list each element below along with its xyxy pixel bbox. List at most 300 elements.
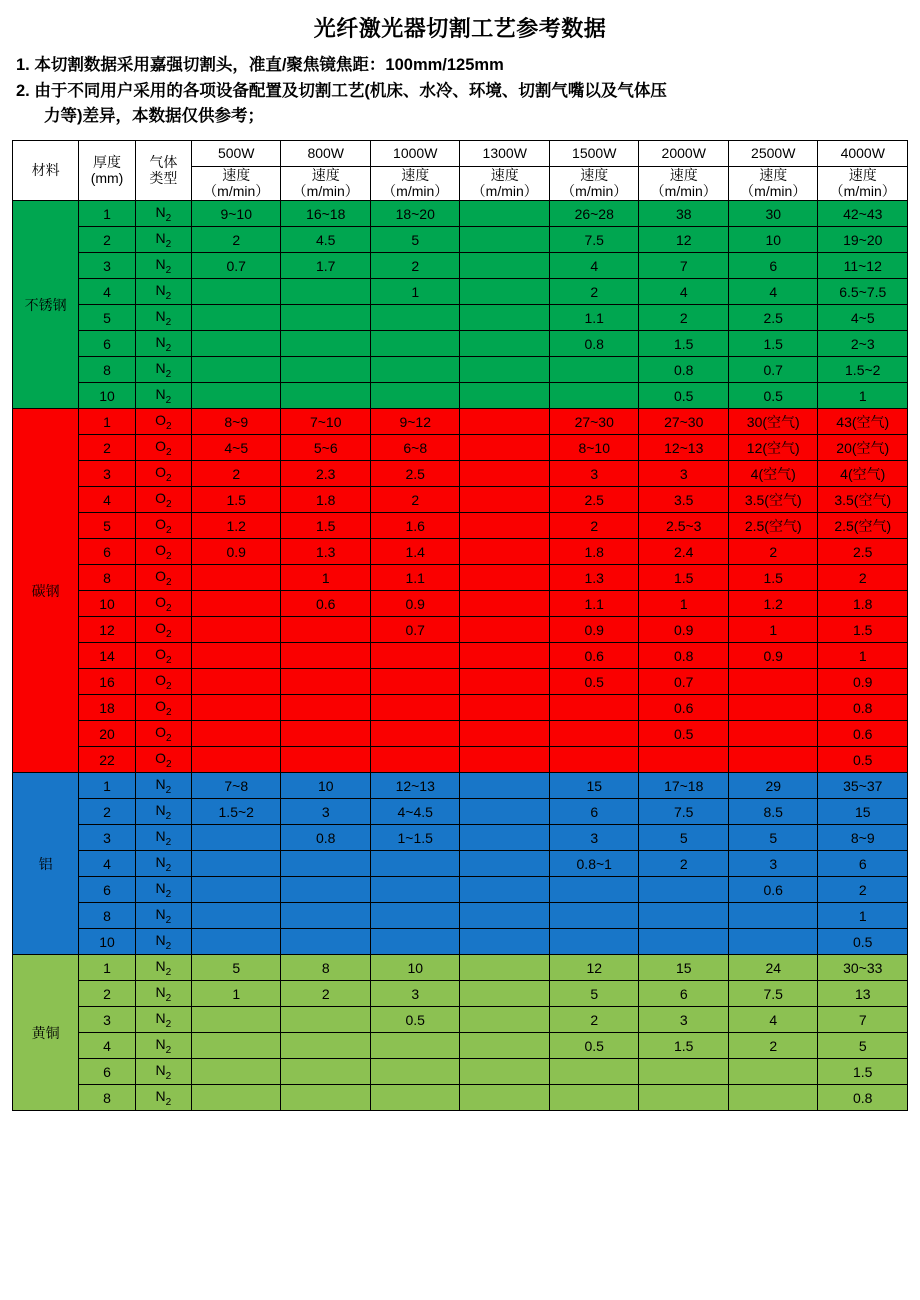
thickness-cell: 5 xyxy=(79,305,135,331)
gas-cell: $O_2$ xyxy=(135,461,191,487)
speed-cell: 2.5~3 xyxy=(639,513,729,539)
table-header xyxy=(13,140,908,201)
speed-cell: 35~37 xyxy=(818,773,908,799)
table-row xyxy=(13,331,908,357)
header-speed-1000w xyxy=(370,166,460,201)
speed-cell: 10 xyxy=(370,955,460,981)
speed-cell xyxy=(281,851,371,877)
thickness-cell: 1 xyxy=(79,409,135,435)
speed-cell: 2 xyxy=(728,539,818,565)
speed-cell xyxy=(281,1059,371,1085)
table-row xyxy=(13,253,908,279)
table-row xyxy=(13,227,908,253)
page-title: 光纤激光器切割工艺参考数据 xyxy=(313,16,607,41)
thickness-cell: 6 xyxy=(79,877,135,903)
speed-cell: 7 xyxy=(639,253,729,279)
speed-cell xyxy=(639,903,729,929)
header-thickness-line2: (mm) xyxy=(90,170,124,187)
thickness-cell: 8 xyxy=(79,903,135,929)
table-row xyxy=(13,1085,908,1111)
speed-cell xyxy=(370,331,460,357)
speed-cell xyxy=(281,721,371,747)
speed-cell xyxy=(460,851,550,877)
table-row xyxy=(13,435,908,461)
speed-cell: 2.5 xyxy=(549,487,639,513)
speed-cell: 2.4 xyxy=(639,539,729,565)
speed-cell xyxy=(370,695,460,721)
speed-cell: 1.5 xyxy=(639,1033,729,1059)
speed-label: 速度 xyxy=(401,166,430,183)
speed-cell xyxy=(281,279,371,305)
speed-cell: 7.5 xyxy=(549,227,639,253)
speed-cell: 0.5 xyxy=(639,383,729,409)
speed-cell xyxy=(191,929,281,955)
speed-cell: 4~4.5 xyxy=(370,799,460,825)
speed-cell xyxy=(191,1085,281,1111)
speed-cell: 2 xyxy=(549,513,639,539)
speed-unit: （m/min） xyxy=(650,183,717,200)
header-power-1300w: 1300W xyxy=(460,140,550,166)
table-row xyxy=(13,903,908,929)
header-speed-800w xyxy=(281,166,371,201)
speed-cell xyxy=(728,1085,818,1111)
thickness-cell: 1 xyxy=(79,955,135,981)
gas-cell: $N_2$ xyxy=(135,929,191,955)
gas-cell: $O_2$ xyxy=(135,617,191,643)
gas-cell: $N_2$ xyxy=(135,305,191,331)
speed-cell: 3.5(空气) xyxy=(728,487,818,513)
speed-cell: 5 xyxy=(728,825,818,851)
table-row xyxy=(13,305,908,331)
speed-cell: 1.4 xyxy=(370,539,460,565)
note-line-1: 1. 本切割数据采用嘉强切割头，准直/聚焦镜焦距：100mm/125mm xyxy=(16,56,504,74)
speed-cell: 1 xyxy=(639,591,729,617)
table-row xyxy=(13,279,908,305)
gas-cell: $N_2$ xyxy=(135,279,191,305)
gas-cell: $N_2$ xyxy=(135,331,191,357)
speed-cell xyxy=(460,331,550,357)
speed-cell: 2 xyxy=(191,227,281,253)
speed-unit: （m/min） xyxy=(471,183,538,200)
speed-cell: 2 xyxy=(549,279,639,305)
speed-cell: 3 xyxy=(370,981,460,1007)
speed-cell: 1 xyxy=(281,565,371,591)
speed-cell: 42~43 xyxy=(818,201,908,227)
thickness-cell: 3 xyxy=(79,825,135,851)
table-row xyxy=(13,461,908,487)
speed-cell: 1 xyxy=(818,383,908,409)
speed-cell: 0.9 xyxy=(728,643,818,669)
speed-cell: 3.5(空气) xyxy=(818,487,908,513)
speed-cell xyxy=(460,201,550,227)
header-power-1000w: 1000W xyxy=(370,140,460,166)
speed-cell: 5 xyxy=(370,227,460,253)
note-line-3: 力等)差异，本数据仅供参考； xyxy=(44,107,264,126)
gas-cell: $O_2$ xyxy=(135,565,191,591)
speed-cell xyxy=(460,721,550,747)
gas-cell: $N_2$ xyxy=(135,903,191,929)
speed-cell: 1.5 xyxy=(728,331,818,357)
table-row xyxy=(13,617,908,643)
thickness-cell: 10 xyxy=(79,929,135,955)
speed-cell: 1~1.5 xyxy=(370,825,460,851)
table-row xyxy=(13,877,908,903)
speed-cell: 0.5 xyxy=(639,721,729,747)
speed-cell: 27~30 xyxy=(639,409,729,435)
table-row xyxy=(13,747,908,773)
speed-cell xyxy=(281,695,371,721)
speed-cell xyxy=(281,1007,371,1033)
speed-cell: 1.5~2 xyxy=(818,357,908,383)
speed-cell xyxy=(460,1007,550,1033)
speed-cell: 3 xyxy=(728,851,818,877)
speed-cell: 11~12 xyxy=(818,253,908,279)
gas-cell: $O_2$ xyxy=(135,591,191,617)
speed-cell: 1.8 xyxy=(549,539,639,565)
header-power-800w: 800W xyxy=(281,140,371,166)
speed-unit: （m/min） xyxy=(740,183,807,200)
thickness-cell: 3 xyxy=(79,253,135,279)
gas-cell: $N_2$ xyxy=(135,383,191,409)
table-row xyxy=(13,825,908,851)
thickness-cell: 2 xyxy=(79,981,135,1007)
speed-cell xyxy=(370,903,460,929)
speed-cell: 16~18 xyxy=(281,201,371,227)
speed-cell: 2.5 xyxy=(818,539,908,565)
speed-cell: 12(空气) xyxy=(728,435,818,461)
speed-cell: 5 xyxy=(818,1033,908,1059)
speed-cell: 6~8 xyxy=(370,435,460,461)
speed-cell xyxy=(460,487,550,513)
header-speed-500w xyxy=(191,166,281,201)
speed-cell xyxy=(281,357,371,383)
speed-label: 速度 xyxy=(848,166,877,183)
speed-cell: 1.1 xyxy=(370,565,460,591)
speed-cell xyxy=(460,799,550,825)
speed-cell: 1.5 xyxy=(639,331,729,357)
header-speed-1300w xyxy=(460,166,550,201)
thickness-cell: 4 xyxy=(79,851,135,877)
speed-cell: 7~10 xyxy=(281,409,371,435)
speed-cell xyxy=(549,721,639,747)
speed-cell xyxy=(460,1033,550,1059)
table-row xyxy=(13,955,908,981)
speed-cell: 0.5 xyxy=(818,929,908,955)
speed-cell: 8~10 xyxy=(549,435,639,461)
speed-cell: 1.5 xyxy=(818,1059,908,1085)
speed-cell xyxy=(370,305,460,331)
speed-cell: 3 xyxy=(639,461,729,487)
speed-cell xyxy=(460,1059,550,1085)
table-row xyxy=(13,773,908,799)
speed-cell: 1.5 xyxy=(818,617,908,643)
thickness-cell: 5 xyxy=(79,513,135,539)
speed-cell: 3 xyxy=(549,825,639,851)
speed-cell xyxy=(460,773,550,799)
table-row xyxy=(13,669,908,695)
speed-cell: 12~13 xyxy=(639,435,729,461)
speed-cell: 1.3 xyxy=(549,565,639,591)
speed-cell xyxy=(460,435,550,461)
speed-cell: 5 xyxy=(639,825,729,851)
table-row xyxy=(13,721,908,747)
material-cell: 碳钢 xyxy=(13,409,79,773)
material-cell: 铝 xyxy=(13,773,79,955)
speed-cell: 1.8 xyxy=(818,591,908,617)
speed-cell: 4 xyxy=(639,279,729,305)
thickness-cell: 6 xyxy=(79,331,135,357)
speed-cell xyxy=(191,721,281,747)
speed-cell: 7.5 xyxy=(728,981,818,1007)
speed-cell: 0.8 xyxy=(281,825,371,851)
speed-cell: 2 xyxy=(818,877,908,903)
speed-cell: 0.8 xyxy=(549,331,639,357)
note-line-2: 2. 由于不同用户采用的各项设备配置及切割工艺(机床、水冷、环境、切割气嘴以及气体压 xyxy=(16,81,667,100)
speed-cell: 1.5 xyxy=(728,565,818,591)
speed-cell xyxy=(370,1033,460,1059)
table-row xyxy=(13,591,908,617)
speed-cell: 8~9 xyxy=(191,409,281,435)
gas-cell: $O_2$ xyxy=(135,721,191,747)
cutting-parameters-table xyxy=(12,140,908,1112)
speed-cell xyxy=(370,877,460,903)
thickness-cell: 18 xyxy=(79,695,135,721)
gas-cell: $O_2$ xyxy=(135,695,191,721)
gas-cell: $N_2$ xyxy=(135,877,191,903)
speed-cell xyxy=(191,383,281,409)
speed-cell xyxy=(549,877,639,903)
speed-cell xyxy=(460,955,550,981)
speed-cell xyxy=(281,669,371,695)
speed-cell: 1 xyxy=(728,617,818,643)
thickness-cell: 12 xyxy=(79,617,135,643)
header-speed-2000w xyxy=(639,166,729,201)
speed-cell: 1 xyxy=(370,279,460,305)
gas-cell: $O_2$ xyxy=(135,669,191,695)
speed-cell: 0.8 xyxy=(818,1085,908,1111)
speed-cell xyxy=(460,747,550,773)
speed-cell: 3 xyxy=(639,1007,729,1033)
speed-cell xyxy=(191,851,281,877)
speed-cell: 26~28 xyxy=(549,201,639,227)
thickness-cell: 20 xyxy=(79,721,135,747)
speed-cell: 1 xyxy=(818,643,908,669)
speed-cell: 0.8~1 xyxy=(549,851,639,877)
speed-cell xyxy=(460,565,550,591)
speed-cell xyxy=(191,305,281,331)
gas-cell: $N_2$ xyxy=(135,799,191,825)
speed-cell xyxy=(370,1059,460,1085)
speed-cell: 2~3 xyxy=(818,331,908,357)
speed-cell xyxy=(460,591,550,617)
speed-cell xyxy=(460,461,550,487)
speed-cell: 0.9 xyxy=(818,669,908,695)
speed-cell xyxy=(191,695,281,721)
header-power-2500w: 2500W xyxy=(728,140,818,166)
header-thickness-line1: 厚度 xyxy=(93,153,122,170)
speed-cell xyxy=(639,877,729,903)
speed-cell: 27~30 xyxy=(549,409,639,435)
speed-cell xyxy=(460,669,550,695)
speed-cell: 2 xyxy=(191,461,281,487)
gas-cell: $N_2$ xyxy=(135,851,191,877)
speed-cell xyxy=(460,279,550,305)
speed-cell: 15 xyxy=(549,773,639,799)
speed-cell xyxy=(370,1085,460,1111)
speed-cell: 2 xyxy=(549,1007,639,1033)
speed-cell: 0.9 xyxy=(639,617,729,643)
speed-cell: 3 xyxy=(281,799,371,825)
table-row xyxy=(13,539,908,565)
header-gas-line1: 气体 xyxy=(149,153,178,170)
speed-cell: 1.3 xyxy=(281,539,371,565)
gas-cell: $N_2$ xyxy=(135,253,191,279)
table-row xyxy=(13,487,908,513)
speed-cell: 2 xyxy=(639,305,729,331)
speed-label: 速度 xyxy=(580,166,609,183)
speed-cell xyxy=(460,227,550,253)
speed-cell: 2.5 xyxy=(728,305,818,331)
speed-label: 速度 xyxy=(759,166,788,183)
speed-cell: 1.5 xyxy=(281,513,371,539)
table-row xyxy=(13,981,908,1007)
gas-cell: $O_2$ xyxy=(135,539,191,565)
speed-cell: 0.6 xyxy=(549,643,639,669)
speed-cell: 19~20 xyxy=(818,227,908,253)
material-cell: 不锈钢 xyxy=(13,201,79,409)
table-row xyxy=(13,643,908,669)
speed-cell: 12~13 xyxy=(370,773,460,799)
speed-cell xyxy=(281,877,371,903)
table-row xyxy=(13,929,908,955)
speed-cell xyxy=(639,747,729,773)
speed-cell: 1 xyxy=(191,981,281,1007)
speed-cell: 0.8 xyxy=(639,643,729,669)
gas-cell: $N_2$ xyxy=(135,1059,191,1085)
speed-cell xyxy=(191,825,281,851)
speed-cell: 1.6 xyxy=(370,513,460,539)
speed-cell: 7~8 xyxy=(191,773,281,799)
speed-cell: 6 xyxy=(728,253,818,279)
speed-cell xyxy=(728,1059,818,1085)
header-thickness xyxy=(79,140,135,201)
thickness-cell: 2 xyxy=(79,799,135,825)
speed-cell: 1.2 xyxy=(728,591,818,617)
speed-cell xyxy=(191,1033,281,1059)
table-row xyxy=(13,1007,908,1033)
speed-cell xyxy=(728,929,818,955)
speed-cell xyxy=(370,929,460,955)
header-material: 材料 xyxy=(13,140,79,201)
table-row xyxy=(13,357,908,383)
speed-cell: 0.7 xyxy=(191,253,281,279)
speed-cell xyxy=(191,279,281,305)
speed-cell: 2 xyxy=(728,1033,818,1059)
thickness-cell: 2 xyxy=(79,435,135,461)
speed-cell: 6 xyxy=(549,799,639,825)
speed-cell xyxy=(549,383,639,409)
speed-label: 速度 xyxy=(669,166,698,183)
speed-cell xyxy=(728,903,818,929)
gas-cell: $N_2$ xyxy=(135,1033,191,1059)
speed-cell xyxy=(460,877,550,903)
speed-cell xyxy=(281,1033,371,1059)
speed-cell: 2 xyxy=(370,487,460,513)
speed-cell xyxy=(281,383,371,409)
speed-cell xyxy=(460,643,550,669)
speed-cell xyxy=(191,565,281,591)
speed-cell: 10 xyxy=(281,773,371,799)
speed-cell xyxy=(549,1059,639,1085)
speed-cell: 0.7 xyxy=(728,357,818,383)
speed-cell: 2.5 xyxy=(370,461,460,487)
thickness-cell: 4 xyxy=(79,487,135,513)
speed-cell: 0.5 xyxy=(549,669,639,695)
speed-cell xyxy=(728,721,818,747)
table-row xyxy=(13,851,908,877)
table-row xyxy=(13,383,908,409)
speed-cell: 15 xyxy=(818,799,908,825)
table-row xyxy=(13,513,908,539)
table-row xyxy=(13,409,908,435)
speed-cell: 0.5 xyxy=(818,747,908,773)
speed-cell xyxy=(549,929,639,955)
speed-cell: 0.5 xyxy=(549,1033,639,1059)
speed-cell xyxy=(639,1059,729,1085)
speed-cell xyxy=(191,331,281,357)
speed-cell xyxy=(460,929,550,955)
speed-cell: 18~20 xyxy=(370,201,460,227)
speed-cell: 0.9 xyxy=(549,617,639,643)
speed-cell: 30~33 xyxy=(818,955,908,981)
speed-label: 速度 xyxy=(222,166,251,183)
gas-cell: $N_2$ xyxy=(135,773,191,799)
gas-cell: $N_2$ xyxy=(135,955,191,981)
speed-cell xyxy=(370,357,460,383)
speed-unit: （m/min） xyxy=(203,183,270,200)
gas-cell: $N_2$ xyxy=(135,227,191,253)
speed-cell: 9~12 xyxy=(370,409,460,435)
speed-cell: 2.3 xyxy=(281,461,371,487)
header-power-1500w: 1500W xyxy=(549,140,639,166)
gas-cell: $N_2$ xyxy=(135,981,191,1007)
gas-cell: $O_2$ xyxy=(135,409,191,435)
thickness-cell: 4 xyxy=(79,279,135,305)
speed-label: 速度 xyxy=(311,166,340,183)
speed-cell: 8 xyxy=(281,955,371,981)
speed-cell: 3 xyxy=(549,461,639,487)
thickness-cell: 16 xyxy=(79,669,135,695)
speed-cell: 15 xyxy=(639,955,729,981)
speed-cell xyxy=(460,903,550,929)
header-speed-2500w xyxy=(728,166,818,201)
speed-cell: 5~6 xyxy=(281,435,371,461)
speed-cell: 30 xyxy=(728,201,818,227)
thickness-cell: 1 xyxy=(79,201,135,227)
speed-cell: 1.7 xyxy=(281,253,371,279)
speed-cell: 4 xyxy=(728,279,818,305)
speed-cell: 2 xyxy=(281,981,371,1007)
speed-cell xyxy=(460,253,550,279)
gas-cell: $O_2$ xyxy=(135,747,191,773)
speed-cell xyxy=(191,1059,281,1085)
speed-cell: 8~9 xyxy=(818,825,908,851)
speed-cell xyxy=(191,669,281,695)
thickness-cell: 3 xyxy=(79,1007,135,1033)
gas-cell: $N_2$ xyxy=(135,1007,191,1033)
speed-cell: 1.2 xyxy=(191,513,281,539)
material-cell: 黄铜 xyxy=(13,955,79,1111)
